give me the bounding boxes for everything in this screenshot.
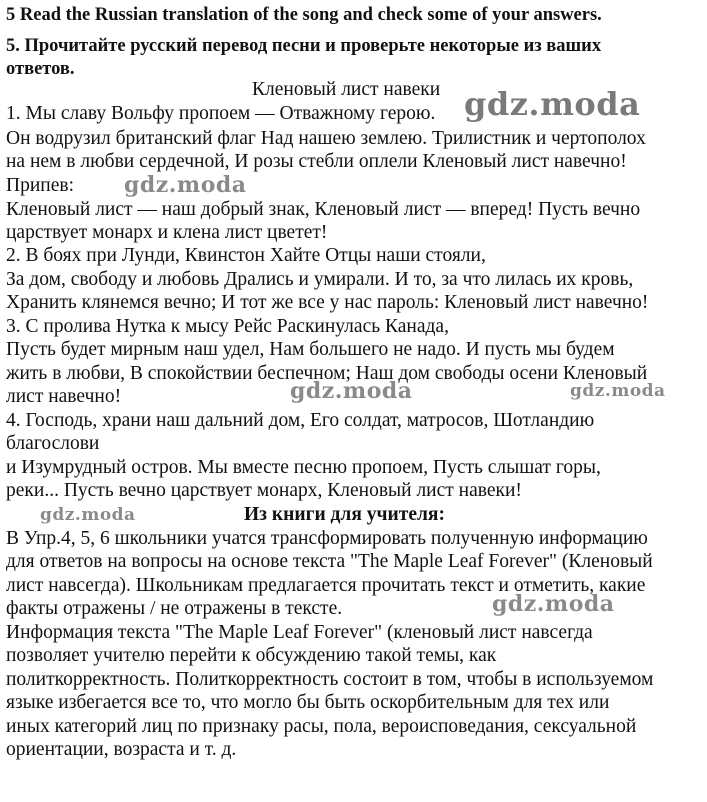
song-line: жить в любви, В спокойствии беспечном; Наш дом свободы осени Кленовый [6,363,648,384]
song-line: Припев: [6,175,74,196]
watermark-logo: gdz.moda [570,381,666,401]
teacher-book-title: Из книги для учителя: [244,504,445,525]
teacher-book-line: ориентации, возраста и т. д. [6,739,237,760]
song-line: Пусть будет мирным наш удел, Нам большего не надо. И пусть мы будем [6,339,615,360]
teacher-book-line: позволяет учителю перейти к обсуждению такой темы, как [6,645,497,666]
watermark-logo: gdz.moda [124,172,247,198]
watermark-logo: gdz.moda [290,378,413,404]
exercise-heading-ru-line2: ответов. [6,59,75,79]
song-line: 1. Мы славу Вольфу пропоем — Отважному герою. [6,103,436,124]
watermark-logo: gdz.moda [492,591,615,617]
teacher-book-line: языке избегается все то, что могло бы быть оскорбительным для тех или [6,692,610,713]
song-line: на нем в любви сердечной, И розы стебли оплели Кленовый лист навечно! [6,151,627,172]
song-line: и Изумрудный остров. Мы вместе песню пропоем, Пусть слышат горы, [6,457,601,478]
song-line: Он водрузил британский флаг Над нашею землею. Трилистник и чертополох [6,128,646,149]
song-line: царствует монарх и клена лист цветет! [6,222,328,243]
exercise-heading-ru-line1: 5. Прочитайте русский перевод песни и проверьте некоторые из ваших [6,36,602,56]
song-line: лист навечно! [6,386,122,407]
teacher-book-line: политкорректность. Политкорректность состоит в том, чтобы в используемом [6,669,654,690]
song-line: Хранить клянемся вечно; И тот же все у нас пароль: Кленовый лист навечно! [6,292,649,313]
song-line: 2. В боях при Лунди, Квинстон Хайте Отцы наши стояли, [6,245,486,266]
teacher-book-line: для ответов на вопросы на основе текста "The Maple Leaf Forever" (Кленовый [6,551,653,572]
song-line: реки... Пусть вечно царствует монарх, Кленовый лист навеки! [6,480,522,501]
teacher-book-line: иных категорий лиц по признаку расы, пола, вероисповедания, сексуальной [6,716,637,737]
teacher-book-line: лист навсегда). Школьникам предлагается прочитать текст и отметить, какие [6,575,646,596]
song-line: За дом, свободу и любовь Дрались и умирали. И то, за что лилась их кровь, [6,269,634,290]
song-line: 3. С пролива Нутка к мысу Рейс Раскинулась Канада, [6,316,449,337]
watermark-logo: gdz.moda [40,505,136,525]
song-line: Кленовый лист — наш добрый знак, Кленовый лист — вперед! Пусть вечно [6,199,641,220]
teacher-book-line: В Упр.4, 5, 6 школьники учатся трансформировать полученную информацию [6,528,648,549]
teacher-book-line: Информация текста "The Maple Leaf Forever" (кленовый лист навсегда [6,622,593,643]
watermark-logo: gdz.moda [464,85,641,123]
teacher-book-line: факты отражены / не отражены в тексте. [6,598,343,619]
song-line: благослови [6,433,100,454]
song-title: Кленовый лист навеки [252,79,441,100]
song-line: 4. Господь, храни наш дальний дом, Его солдат, матросов, Шотландию [6,410,595,431]
exercise-heading-en: 5 Read the Russian translation of the song and check some of your answers. [6,5,602,25]
